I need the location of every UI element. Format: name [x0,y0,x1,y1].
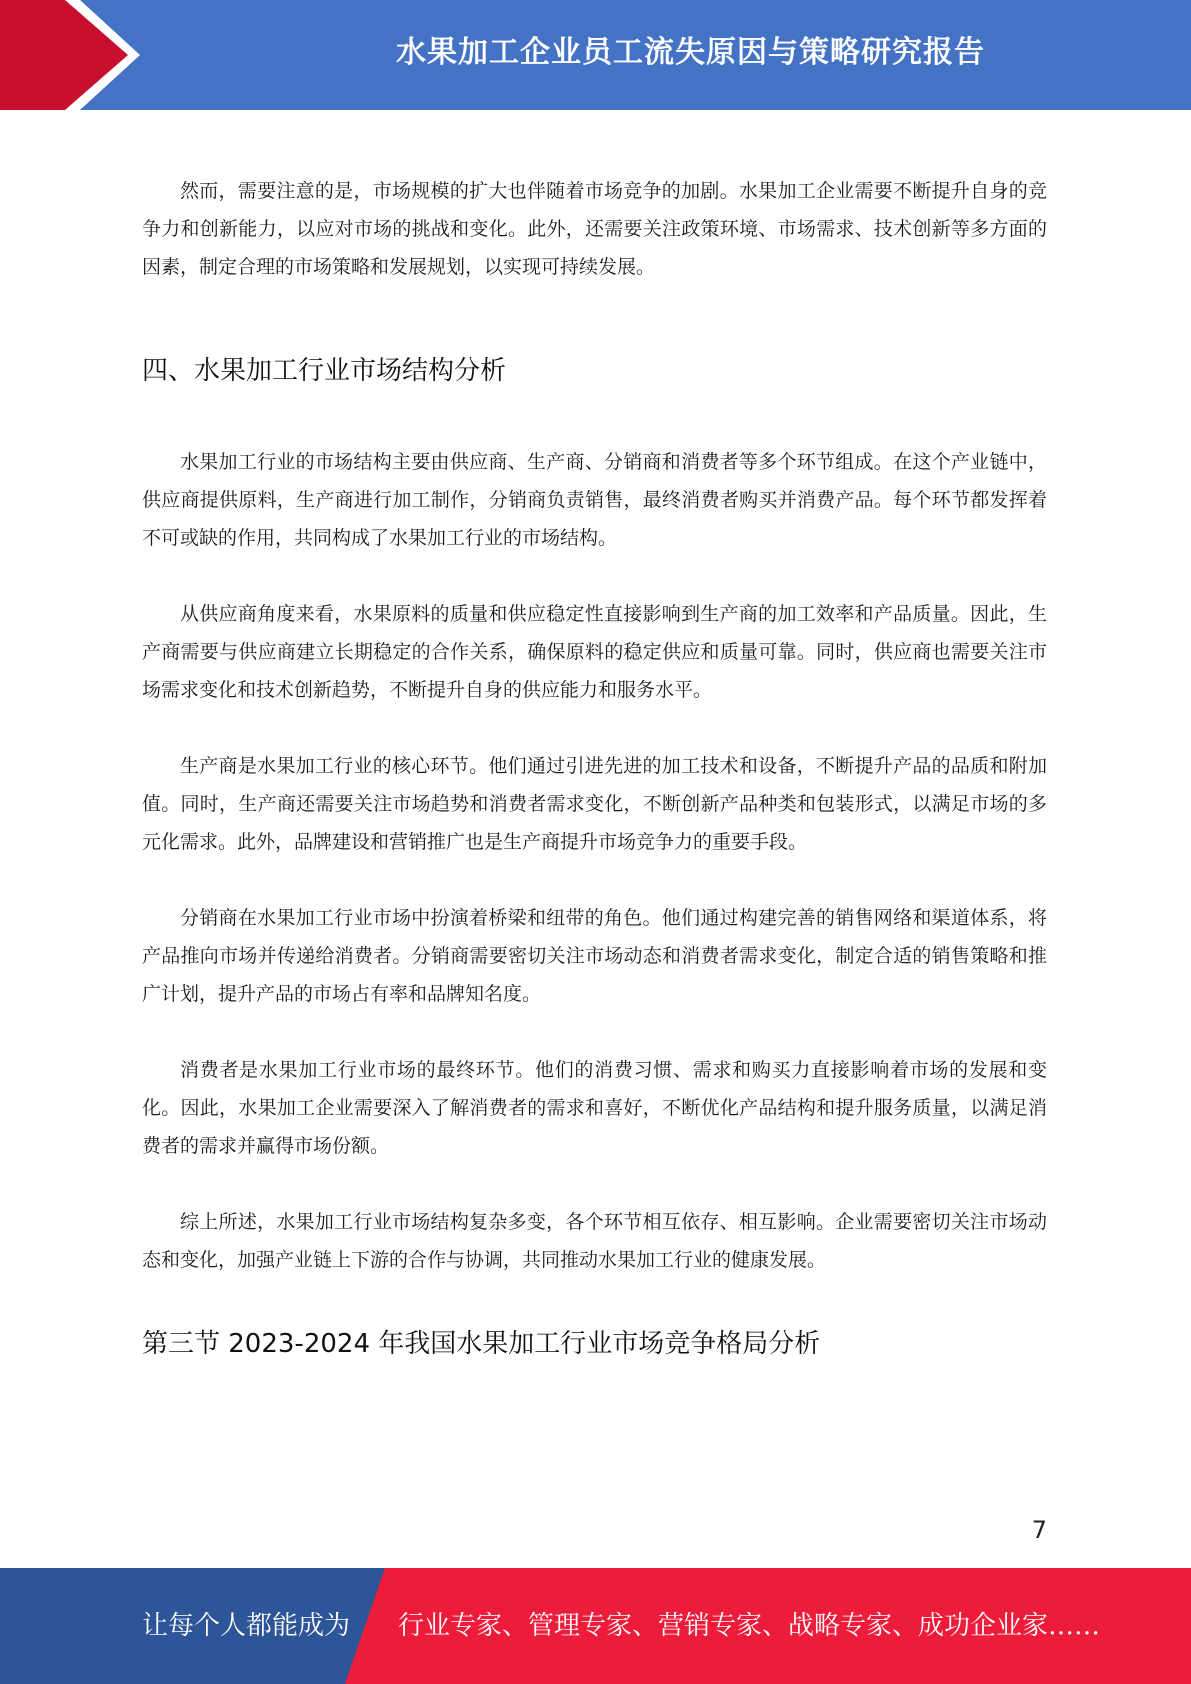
page-number: 7 [1031,1516,1047,1544]
footer-slogan-left: 让每个人都能成为 [142,1611,351,1641]
section-heading-4: 四、水果加工行业市场结构分析 [142,356,507,386]
paragraph-suppliers: 从供应商角度来看，水果原料的质量和供应稳定性直接影响到生产商的加工效率和产品质量。因此，生产商需要与供应商建立长期稳定的合作关系，确保原料的稳定供应和质量可靠。同时，供应商也需要关注市场需求变化和技术创新趋势，不断提升自身的供应能力和服务水平。 [142,603,1047,701]
footer-slogan-right: 行业专家、管理专家、营销专家、战略专家、成功企业家…… [398,1611,1101,1641]
page-header [0,0,1191,110]
paragraph-market-structure: 水果加工行业的市场结构主要由供应商、生产商、分销商和消费者等多个环节组成。在这个产业链中，供应商提供原料，生产商进行加工制作，分销商负责销售，最终消费者购买并消费产品。每个环节都发挥着不可或缺的作用，共同构成了水果加工行业的市场结构。 [142,451,1047,549]
paragraph-producers: 生产商是水果加工行业的核心环节。他们通过引进先进的加工技术和设备，不断提升产品的品质和附加值。同时，生产商还需要关注市场趋势和消费者需求变化，不断创新产品种类和包装形式，以满足市场的多元化需求。此外，品牌建设和营销推广也是生产商提升市场竞争力的重要手段。 [142,755,1047,853]
paragraph-consumers: 消费者是水果加工行业市场的最终环节。他们的消费习惯、需求和购买力直接影响着市场的发展和变化。因此，水果加工企业需要深入了解消费者的需求和喜好，不断优化产品结构和提升服务质量，以满足消费者的需求并赢得市场份额。 [142,1059,1047,1157]
paragraph-intro: 然而，需要注意的是，市场规模的扩大也伴随着市场竞争的加剧。水果加工企业需要不断提升自身的竞争力和创新能力，以应对市场的挑战和变化。此外，还需要关注政策环境、市场需求、技术创新等多方面的因素，制定合理的市场策略和发展规划，以实现可持续发展。 [142,180,1047,278]
section-heading-3: 第三节 2023-2024 年我国水果加工行业市场竞争格局分析 [142,1329,821,1359]
paragraph-distributors: 分销商在水果加工行业市场中扮演着桥梁和纽带的角色。他们通过构建完善的销售网络和渠道体系，将产品推向市场并传递给消费者。分销商需要密切关注市场动态和消费者需求变化，制定合适的销售策略和推广计划，提升产品的市场占有率和品牌知名度。 [142,907,1047,1005]
paragraph-summary: 综上所述，水果加工行业市场结构复杂多变，各个环节相互依存、相互影响。企业需要密切关注市场动态和变化，加强产业链上下游的合作与协调，共同推动水果加工行业的健康发展。 [142,1211,1047,1271]
header-arrow-decoration [0,0,160,110]
page-footer [0,1568,1191,1684]
report-title: 水果加工企业员工流失原因与策略研究报告 [396,35,985,70]
page-content [142,172,1047,1360]
